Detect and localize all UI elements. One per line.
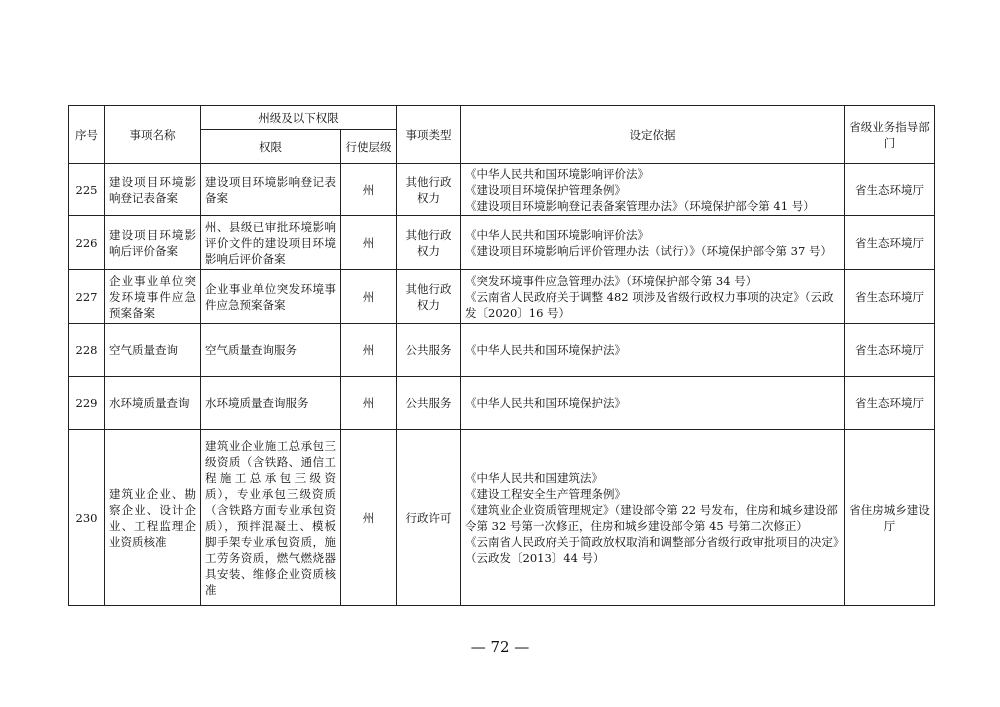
authority-scope: 空气质量查询服务 — [201, 324, 341, 377]
guiding-department: 省生态环境厅 — [845, 324, 935, 377]
legal-basis — [461, 324, 845, 377]
exercise-level: 州 — [341, 270, 397, 324]
item-name: 企业事业单位突发环境事件应急预案备案 — [105, 270, 201, 324]
guiding-department: 省生态环境厅 — [845, 377, 935, 430]
row-number: 227 — [69, 270, 105, 324]
basis-line: 《突发环境事件应急管理办法》（环境保护部令第 34 号） — [465, 273, 758, 288]
header-item-type: 事项类型 — [397, 106, 461, 164]
basis-line: 《建筑业企业资质管理规定》（建设部令第 22 号发布，住房和城乡建设部令第 32 号第一次修正，住房和城乡建设部令第 45 号第二次修正） — [465, 502, 838, 533]
legal-basis — [461, 377, 845, 430]
basis-line: 《建设项目环境保护管理条例》 — [465, 182, 626, 197]
item-type: 其他行政权力 — [397, 216, 461, 270]
header-authority-group: 州级及以下权限 — [201, 106, 397, 130]
exercise-level: 州 — [341, 430, 397, 606]
authority-scope: 建筑业企业施工总承包三级资质（含铁路、通信工程施工总承包三级资质），专业承包三级资质（含铁路方面专业承包资质），预拌混凝土、模板脚手架专业承包资质，施工劳务资质，燃气燃烧器具安装、维修企业资质核准 — [201, 430, 341, 606]
item-name: 建筑业企业、勘察企业、设计企业、工程监理企业资质核准 — [105, 430, 201, 606]
item-type: 公共服务 — [397, 324, 461, 377]
legal-basis — [461, 164, 845, 216]
basis-line: 《中华人民共和国建筑法》 — [465, 470, 603, 485]
basis-line: 《建设工程安全生产管理条例》 — [465, 486, 626, 501]
authority-scope: 州、县级已审批环境影响评价文件的建设项目环境影响后评价备案 — [201, 216, 341, 270]
row-number: 225 — [69, 164, 105, 216]
basis-line: 《中华人民共和国环境保护法》 — [465, 396, 626, 410]
authority-scope: 企业事业单位突发环境事件应急预案备案 — [201, 270, 341, 324]
basis-line: 《云南省人民政府关于简政放权取消和调整部分省级行政审批项目的决定》（云政发〔2013〕44 号） — [465, 534, 839, 565]
header-legal-basis: 设定依据 — [461, 106, 845, 164]
header-level: 行使层级 — [341, 130, 397, 164]
guiding-department: 省生态环境厅 — [845, 164, 935, 216]
basis-line: 《中华人民共和国环境影响评价法》 — [465, 227, 649, 242]
table-row — [69, 377, 935, 430]
basis-line: 《云南省人民政府关于调整 482 项涉及省级行政权力事项的决定》（云政发〔2020〕16 号） — [465, 289, 834, 320]
legal-basis — [461, 216, 845, 270]
item-type: 其他行政权力 — [397, 164, 461, 216]
item-name: 建设项目环境影响后评价备案 — [105, 216, 201, 270]
table-row — [69, 430, 935, 606]
guiding-department: 省生态环境厅 — [845, 216, 935, 270]
header-item-name: 事项名称 — [105, 106, 201, 164]
page-number: — 72 — — [470, 638, 530, 656]
table-row — [69, 216, 935, 270]
row-number: 229 — [69, 377, 105, 430]
item-name: 水环境质量查询 — [105, 377, 201, 430]
header-authority: 权限 — [201, 130, 341, 164]
basis-line: 《中华人民共和国环境影响评价法》 — [465, 166, 649, 181]
header-department: 省级业务指导部门 — [845, 106, 935, 164]
guiding-department: 省生态环境厅 — [845, 270, 935, 324]
table-row — [69, 270, 935, 324]
exercise-level: 州 — [341, 377, 397, 430]
basis-line: 《中华人民共和国环境保护法》 — [465, 343, 626, 357]
basis-line: 《建设项目环境影响登记表备案管理办法》（环境保护部令第 41 号） — [465, 198, 815, 213]
table-row — [69, 324, 935, 377]
authority-scope: 水环境质量查询服务 — [201, 377, 341, 430]
header-seq: 序号 — [69, 106, 105, 164]
exercise-level: 州 — [341, 324, 397, 377]
row-number: 228 — [69, 324, 105, 377]
legal-basis — [461, 430, 845, 606]
authority-scope: 建设项目环境影响登记表备案 — [201, 164, 341, 216]
row-number: 230 — [69, 430, 105, 606]
row-number: 226 — [69, 216, 105, 270]
item-name: 建设项目环境影响登记表备案 — [105, 164, 201, 216]
item-type: 公共服务 — [397, 377, 461, 430]
item-name: 空气质量查询 — [105, 324, 201, 377]
exercise-level: 州 — [341, 164, 397, 216]
table-row — [69, 164, 935, 216]
exercise-level: 州 — [341, 216, 397, 270]
guiding-department: 省住房城乡建设厅 — [845, 430, 935, 606]
basis-line: 《建设项目环境影响后评价管理办法（试行）》（环境保护部令第 37 号） — [465, 243, 832, 258]
permissions-table — [68, 105, 935, 606]
legal-basis — [461, 270, 845, 324]
item-type: 其他行政权力 — [397, 270, 461, 324]
item-type: 行政许可 — [397, 430, 461, 606]
